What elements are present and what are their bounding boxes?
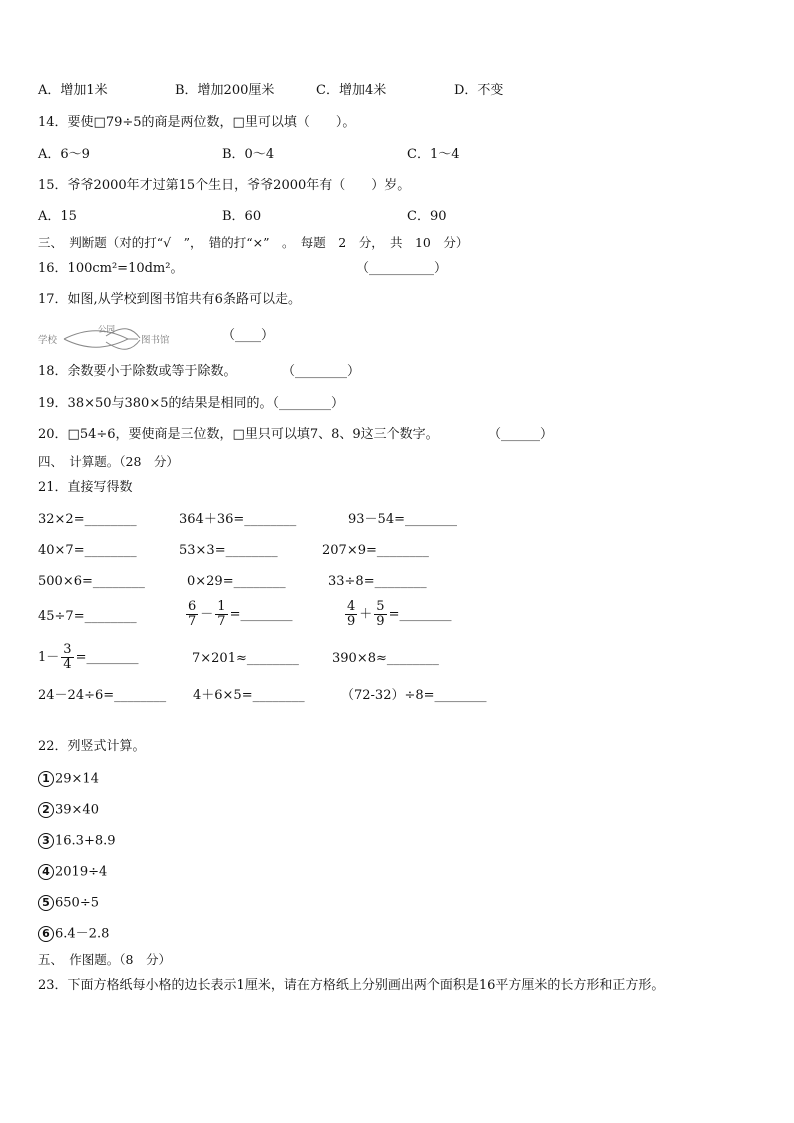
q14-option-c: C．1～4 [407, 147, 460, 162]
q21-fraction-item[interactable] [184, 600, 292, 629]
answer-blank: =________ [229, 607, 293, 622]
q14-option-a: A．6～9 [38, 147, 90, 162]
school-park-library-diagram [36, 322, 182, 352]
q16-question: 16．100cm²=10dm²。 [38, 261, 184, 276]
circled-number: 2 [38, 802, 54, 818]
circled-number: 1 [38, 771, 54, 787]
q21-item[interactable]: 45÷7=________ [38, 609, 137, 624]
answer-blank: =________ [75, 650, 139, 665]
q22-expression: 16.3+8.9 [55, 833, 116, 849]
q20-answer-blank[interactable]: （______） [488, 427, 554, 442]
q22-expression: 6.4－2.8 [55, 926, 110, 942]
numerator: 6 [188, 599, 197, 614]
circled-number: 5 [38, 895, 54, 911]
q13-option-b: B．增加200厘米 [175, 83, 275, 98]
operator: ＋ [359, 607, 373, 622]
q21-item[interactable]: 7×201≈________ [192, 651, 299, 666]
q19-question: 19．38×50与380×5的结果是相同的。（________） [38, 396, 344, 411]
q17-answer-blank[interactable]: （____） [222, 328, 275, 343]
numerator: 3 [63, 642, 72, 657]
q20-question: 20．□54÷6，要使商是三位数，□里只可以填7、8、9这三个数字。 [38, 427, 439, 442]
q13-option-a: A．增加1米 [38, 83, 108, 98]
q15-option-a: A．15 [38, 209, 77, 224]
fraction [61, 643, 73, 672]
circled-number: 4 [38, 864, 54, 880]
q22-item[interactable] [38, 802, 99, 819]
denominator: 7 [188, 614, 197, 629]
prefix: 1－ [38, 650, 60, 665]
q21-item[interactable]: 500×6=________ [38, 574, 145, 589]
q21-item[interactable]: （72-32）÷8=________ [341, 688, 487, 703]
q22-item[interactable] [38, 771, 99, 788]
q14-option-b: B．0～4 [222, 147, 275, 162]
q21-item[interactable]: 207×9=________ [322, 543, 429, 558]
denominator: 9 [376, 614, 385, 629]
q22-title: 22．列竖式计算。 [38, 739, 146, 754]
q15-option-b: B．60 [222, 209, 262, 224]
q22-item[interactable] [38, 864, 107, 881]
q21-title: 21．直接写得数 [38, 480, 133, 495]
q22-expression: 29×14 [55, 771, 99, 787]
q15-option-c: C．90 [407, 209, 447, 224]
q22-item[interactable] [38, 895, 99, 912]
q21-item[interactable]: 364＋36=________ [179, 512, 297, 527]
q21-item[interactable]: 32×2=________ [38, 512, 137, 527]
circled-number: 6 [38, 926, 54, 942]
q21-item[interactable]: 53×3=________ [179, 543, 278, 558]
q18-answer-blank[interactable]: （________） [282, 364, 361, 379]
q16-answer-blank[interactable]: （__________） [356, 261, 448, 276]
q13-option-c: C．增加4米 [316, 83, 387, 98]
q14-question: 14．要使□79÷5的商是两位数，□里可以填（ ）。 [38, 115, 356, 130]
q21-item[interactable]: 40×7=________ [38, 543, 137, 558]
q21-item[interactable]: 93－54=________ [348, 512, 457, 527]
denominator: 9 [347, 614, 356, 629]
q22-item[interactable] [38, 926, 109, 943]
q18-question: 18．余数要小于除数或等于除数。 [38, 364, 237, 379]
q21-item[interactable]: 33÷8=________ [328, 574, 427, 589]
q22-item[interactable] [38, 833, 116, 850]
section-3-title: 三、 判断题（对的打“√ ”， 错的打“×” 。 每题 2 分， 共 10 分） [38, 235, 469, 250]
numerator: 4 [347, 599, 356, 614]
q21-fraction-item[interactable] [38, 643, 138, 672]
fraction [345, 600, 357, 629]
answer-blank: =________ [388, 607, 452, 622]
q21-item[interactable]: 24－24÷6=________ [38, 688, 167, 703]
section-5-title: 五、 作图题。（8 分） [38, 952, 171, 967]
q15-question: 15．爷爷2000年才过第15个生日，爷爷2000年有（ ）岁。 [38, 178, 411, 193]
diagram-label-library: 图书馆 [141, 335, 170, 346]
section-4-title: 四、 计算题。（28 分） [38, 454, 179, 469]
q23-question: 23．下面方格纸每小格的边长表示1厘米，请在方格纸上分别画出两个面积是16平方厘米的长方形和正方形。 [38, 978, 665, 993]
operator: － [200, 607, 214, 622]
fraction [186, 600, 198, 629]
q17-question: 17．如图,从学校到图书馆共有6条路可以走。 [38, 292, 301, 307]
denominator: 7 [217, 614, 226, 629]
q22-expression: 650÷5 [55, 895, 99, 911]
denominator: 4 [63, 657, 72, 672]
fraction [374, 600, 386, 629]
fraction [215, 600, 227, 629]
diagram-label-school: 学校 [38, 335, 58, 346]
circled-number: 3 [38, 833, 54, 849]
diagram-label-park: 公园 [98, 325, 116, 335]
q21-fraction-item[interactable] [343, 600, 451, 629]
numerator: 1 [217, 599, 226, 614]
numerator: 5 [376, 599, 385, 614]
q13-option-d: D．不变 [454, 83, 504, 98]
q21-item[interactable]: 390×8≈________ [332, 651, 439, 666]
q21-item[interactable]: 0×29=________ [187, 574, 286, 589]
q22-expression: 39×40 [55, 802, 99, 818]
q22-expression: 2019÷4 [55, 864, 108, 880]
q21-item[interactable]: 4＋6×5=________ [193, 688, 305, 703]
